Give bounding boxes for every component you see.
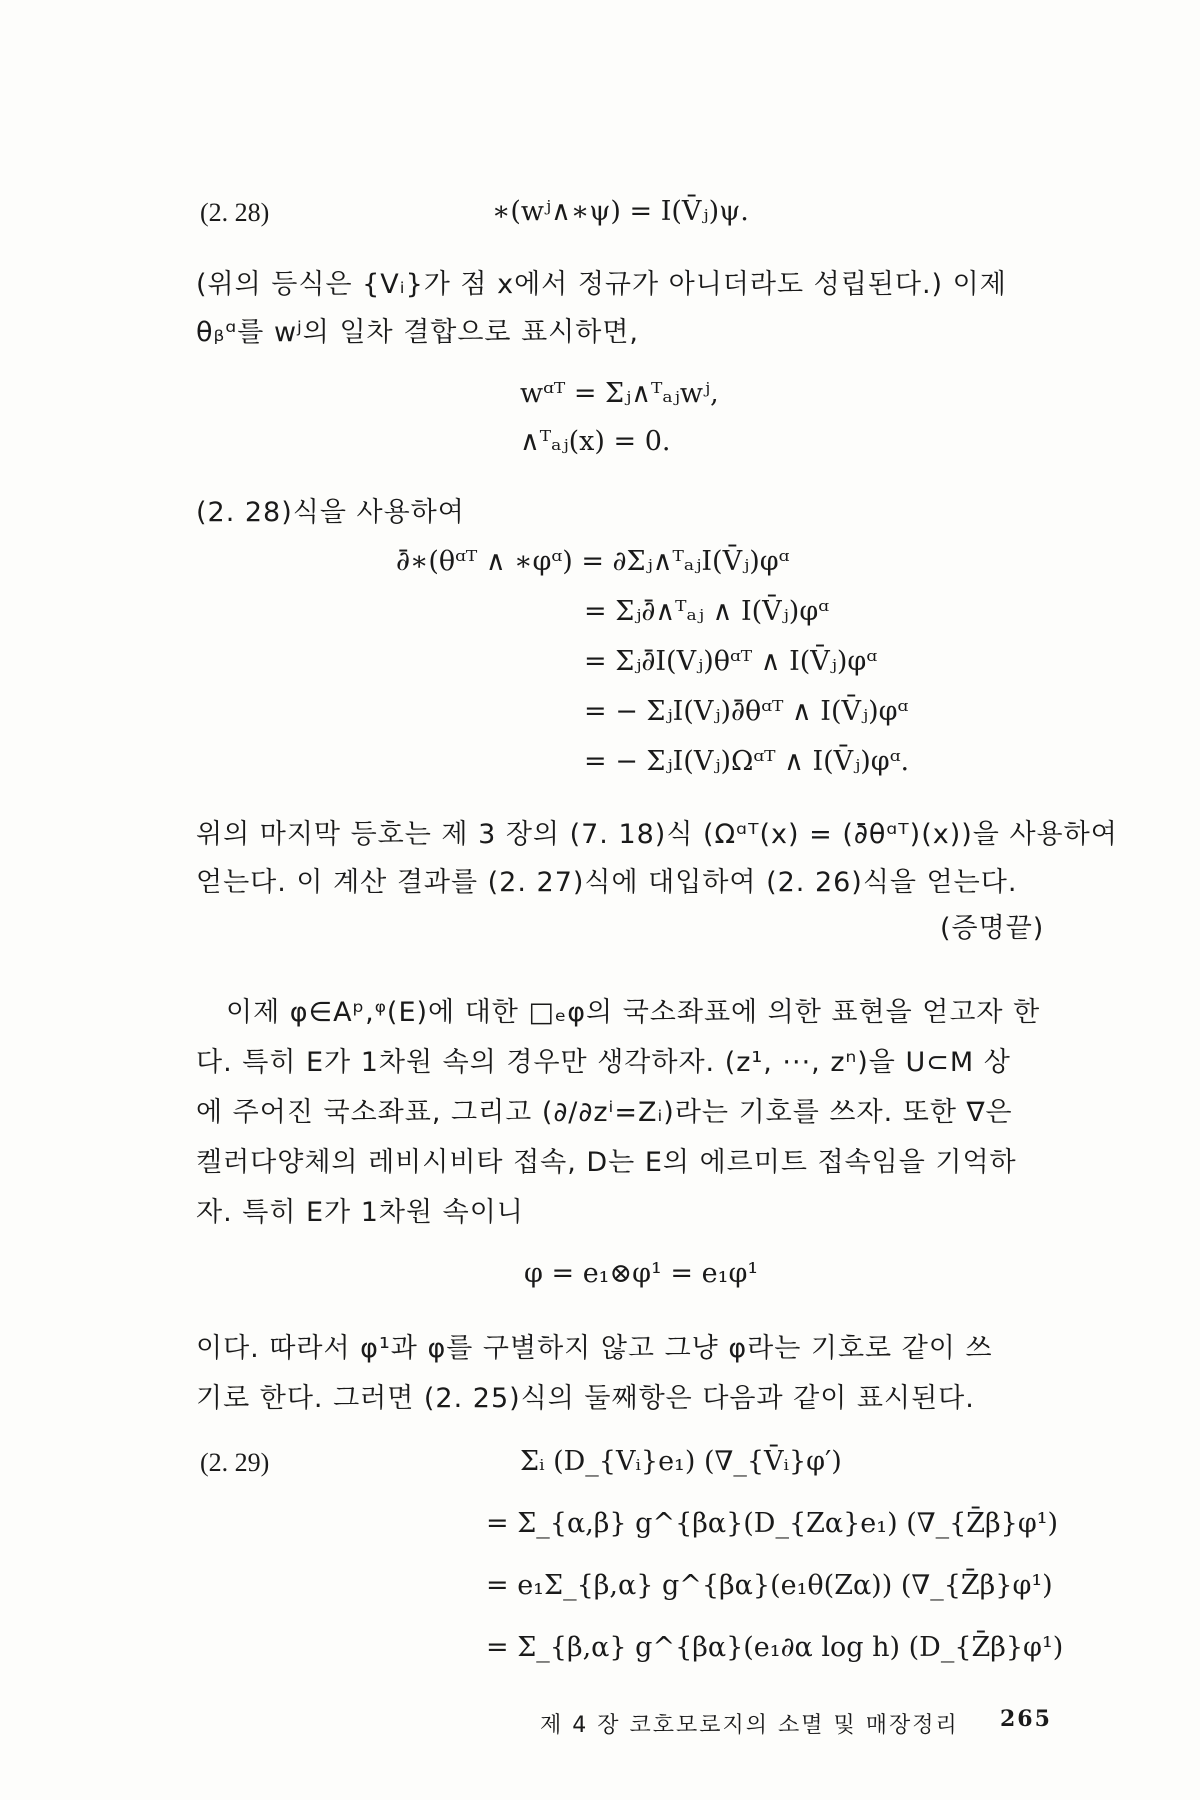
paragraph-4-line-5: 자. 특히 E가 1차원 속이니 <box>196 1197 524 1228</box>
paragraph-4-line-3: 에 주어진 국소좌표, 그리고 (∂/∂zⁱ=Zᵢ)라는 기호를 쓰자. 또한 ∇은 <box>196 1097 1013 1128</box>
equation-2-29-line-3: = e₁Σ_{β,α} g^{βα}(e₁θ(Zα)) (∇_{Z̄β}φ¹) <box>486 1570 1053 1601</box>
equation-chain-line-5: = − ΣⱼI(Vⱼ)Ωᵅᵀ ∧ I(V̄ⱼ)φᵅ. <box>584 746 910 777</box>
paragraph-4-line-4: 켈러다양체의 레비시비타 접속, D는 E의 에르미트 접속임을 기억하 <box>196 1147 1017 1178</box>
equation-chain-line-2: = Σⱼ∂̄∧ᵀₐⱼ ∧ I(V̄ⱼ)φᵅ <box>584 596 830 627</box>
paragraph-4-line-1: 이제 φ∈Aᵖ,ᵠ(E)에 대한 □ₑφ의 국소좌표에 의한 표현을 얻고자 한 <box>226 997 1041 1028</box>
proof-end-marker: (증명끝) <box>940 913 1045 944</box>
paragraph-5-line-2: 기로 한다. 그러면 (2. 25)식의 둘째항은 다음과 같이 표시된다. <box>196 1383 975 1414</box>
paragraph-4-line-2: 다. 특히 E가 1차원 속의 경우만 생각하자. (z¹, ···, zⁿ)을 U⊂M 상 <box>196 1047 1011 1078</box>
equation-chain-line-3: = Σⱼ∂̄I(Vⱼ)θᵅᵀ ∧ I(V̄ⱼ)φᵅ <box>584 646 878 677</box>
equation-2-29-line-2: = Σ_{α,β} g^{βα}(D_{Zα}e₁) (∇_{Z̄β}φ¹) <box>486 1508 1059 1539</box>
equation-chain-line-1: ∂̄∗(θᵅᵀ ∧ ∗φᵅ) = ∂Σⱼ∧ᵀₐⱼI(V̄ⱼ)φᵅ <box>396 546 790 577</box>
equation-2-28: ∗(wʲ∧∗ψ) = I(V̄ⱼ)ψ. <box>492 196 749 227</box>
paragraph-3-line-1: 위의 마지막 등호는 제 3 장의 (7. 18)식 (Ωᵅᵀ(x) = (∂̄θᵅᵀ)(x))을 사용하여 <box>196 819 1118 850</box>
paragraph-5-line-1: 이다. 따라서 φ¹과 φ를 구별하지 않고 그냥 φ라는 기호로 같이 쓰 <box>196 1333 993 1364</box>
paragraph-2: (2. 28)식을 사용하여 <box>196 497 465 528</box>
equation-expansion-line-1: wᵅᵀ = Σⱼ∧ᵀₐⱼwʲ, <box>520 378 719 409</box>
running-footer-chapter: 제 4 장 코호모로지의 소멸 및 매장정리 <box>540 1713 959 1738</box>
equation-chain-line-4: = − ΣⱼI(Vⱼ)∂̄θᵅᵀ ∧ I(V̄ⱼ)φᵅ <box>584 696 909 727</box>
equation-label-2-29: (2. 29) <box>200 1448 270 1477</box>
paragraph-1-line-2: θᵦᵅ를 wʲ의 일차 결합으로 표시하면, <box>196 317 640 348</box>
equation-phi: φ = e₁⊗φ¹ = e₁φ¹ <box>524 1258 759 1289</box>
equation-label-2-28: (2. 28) <box>200 198 270 227</box>
equation-2-29-line-1: Σᵢ (D_{Vᵢ}e₁) (∇_{V̄ᵢ}φ′) <box>520 1446 842 1477</box>
page-number: 265 <box>1000 1706 1052 1732</box>
paragraph-1-line-1: (위의 등식은 {Vᵢ}가 점 x에서 정규가 아니더라도 성립된다.) 이제 <box>196 269 1007 300</box>
equation-2-29-line-4: = Σ_{β,α} g^{βα}(e₁∂α log h) (D_{Z̄β}φ¹) <box>486 1632 1064 1663</box>
paragraph-3-line-2: 얻는다. 이 계산 결과를 (2. 27)식에 대입하여 (2. 26)식을 얻는다. <box>196 867 1018 898</box>
equation-expansion-line-2: ∧ᵀₐⱼ(x) = 0. <box>520 426 671 457</box>
